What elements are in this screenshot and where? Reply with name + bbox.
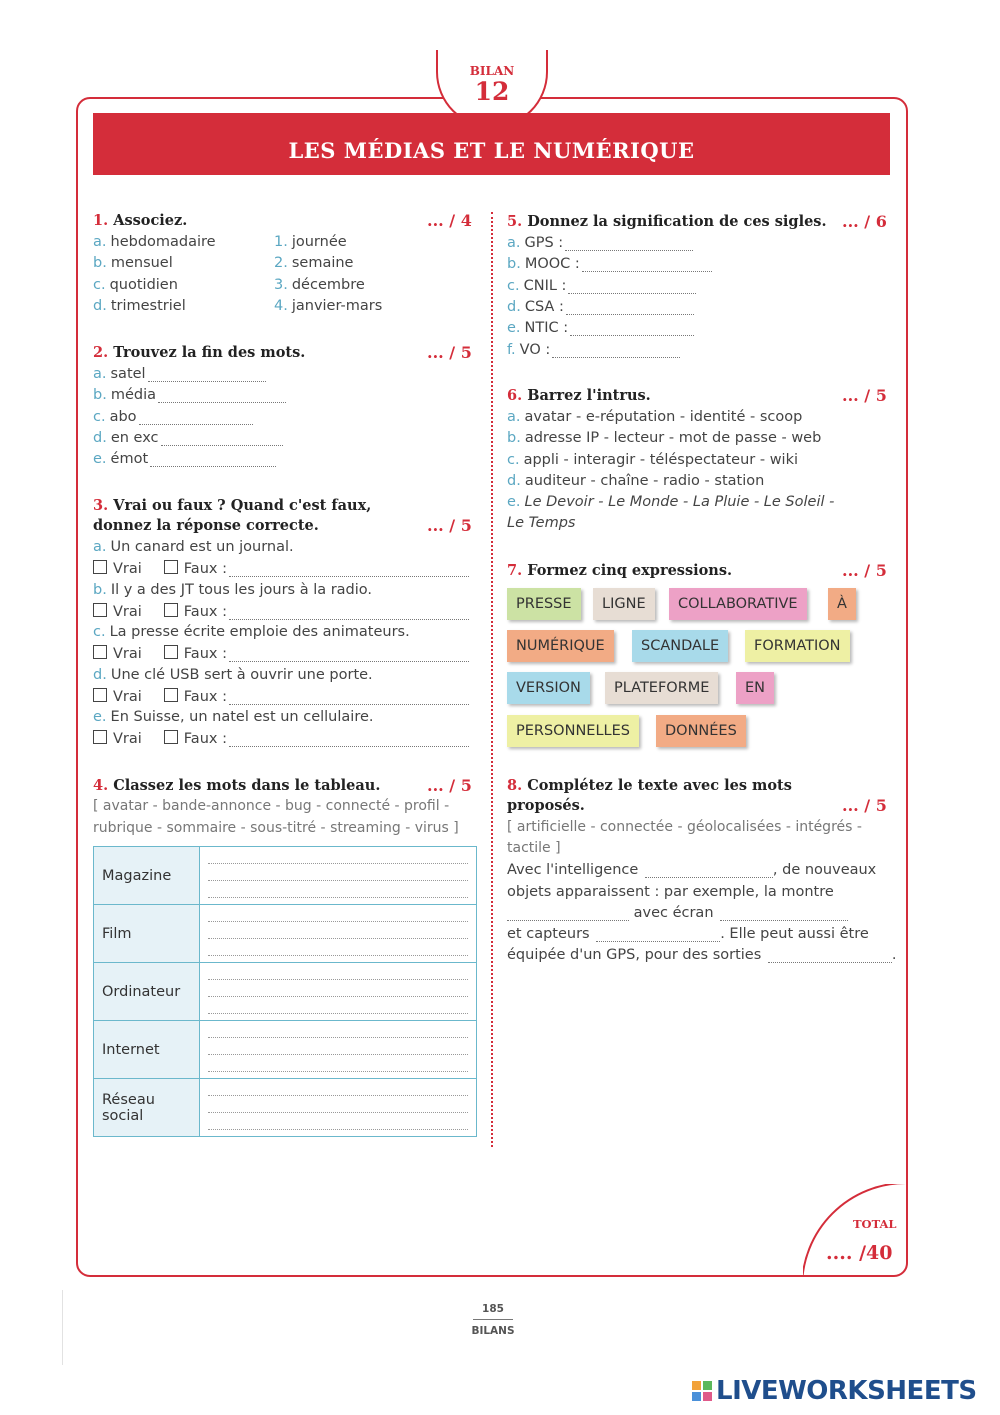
q6-item <box>507 430 821 446</box>
q3-answer-row <box>93 603 469 620</box>
word-tag[interactable]: EN <box>736 672 774 704</box>
vrai-checkbox[interactable] <box>93 688 107 702</box>
q5-item-text: GPS : <box>524 235 564 251</box>
table-row <box>94 963 477 1021</box>
q4-word-list-line1: [ avatar - bande-annonce - bug - connecté - profil - <box>93 798 450 814</box>
faux-label: Faux : <box>183 603 227 620</box>
q5-item-letter: e. <box>507 320 521 337</box>
q3-answer-row <box>93 645 469 662</box>
q5-item-letter: b. <box>507 256 521 273</box>
q1-left-item <box>93 277 178 293</box>
q4-score: ... / 5 <box>427 776 472 795</box>
q5-item-text: VO : <box>519 341 551 358</box>
word-tag[interactable]: PLATEFORME <box>605 672 718 704</box>
row-header: Magazine <box>94 847 200 905</box>
answer-line[interactable] <box>208 911 468 922</box>
q2-score: ... / 5 <box>427 343 472 362</box>
answer-line[interactable] <box>208 870 468 881</box>
q1-left-item-letter: b. <box>93 255 107 272</box>
q3-statement-letter: b. <box>93 581 107 598</box>
table-row <box>94 847 477 905</box>
vrai-label: Vrai <box>113 603 142 620</box>
bilan-number: 12 <box>474 77 510 106</box>
q3-title-line1: 3. Vrai ou faux ? Quand c'est faux, <box>93 497 372 514</box>
q6-item-text: avatar - e-réputation - identité - scoop <box>524 409 803 425</box>
row-header: Réseau social <box>94 1079 200 1137</box>
q3-statement <box>93 582 372 598</box>
q8-text-line2: objets apparaissent : par exemple, la montre <box>507 884 834 900</box>
q6-item-letter: d. <box>507 472 521 489</box>
answer-line[interactable] <box>208 986 468 997</box>
answer-line[interactable] <box>208 1085 468 1096</box>
q2-item-letter: b. <box>93 387 107 404</box>
q2-item <box>93 430 283 446</box>
q4-title: 4. Classez les mots dans le tableau. <box>93 777 381 794</box>
q2-item-answer-line[interactable] <box>139 410 253 425</box>
page-title: LES MÉDIAS ET LE NUMÉRIQUE <box>288 138 695 163</box>
q1-title: 1. Associez. <box>93 212 188 229</box>
q8-blank-3[interactable] <box>720 906 848 921</box>
q1-right-item <box>274 234 347 250</box>
q3-statement-letter: d. <box>93 666 107 683</box>
page-section: BILANS <box>471 1325 515 1337</box>
q8-blank-2[interactable] <box>507 906 629 921</box>
q1-right-item-letter: 4. <box>274 297 288 314</box>
faux-answer-line[interactable] <box>229 647 469 662</box>
q6-item-letter: b. <box>507 430 521 447</box>
q2-item-text: en exc <box>110 429 159 446</box>
q1-right-item <box>274 298 382 314</box>
faux-label: Faux : <box>183 731 227 748</box>
liveworksheets-brand: LIVEWORKSHEETS <box>716 1376 977 1406</box>
q3-answer-row <box>93 688 469 705</box>
q5-item <box>507 342 680 358</box>
q1-left-item-letter: c. <box>93 276 106 293</box>
q5-item-letter: d. <box>507 298 521 315</box>
q3-score: ... / 5 <box>427 516 472 535</box>
q3-statement-text: En Suisse, un natel est un cellulaire. <box>110 709 374 726</box>
q3-statement-letter: c. <box>93 624 106 641</box>
page-edge <box>62 1290 63 1365</box>
q7-score: ... / 5 <box>842 561 887 580</box>
q4-classification-table <box>93 846 477 1137</box>
answer-line[interactable] <box>208 1102 468 1113</box>
q3-title-line2: donnez la réponse correcte. <box>93 517 319 534</box>
vrai-checkbox[interactable] <box>93 603 107 617</box>
vrai-checkbox[interactable] <box>93 560 107 574</box>
q6-item-text: appli - interagir - téléspectateur - wiki <box>523 451 799 468</box>
vrai-label: Vrai <box>113 646 142 663</box>
page-number-rule <box>473 1319 513 1320</box>
word-tag[interactable]: À <box>828 588 856 620</box>
answer-line[interactable] <box>208 1044 468 1055</box>
q3-statement <box>93 624 410 640</box>
word-tag[interactable]: SCANDALE <box>632 630 728 662</box>
q1-left-item-text: quotidien <box>109 276 178 293</box>
q3-statement-text: La presse écrite emploie des animateurs. <box>109 624 410 641</box>
q3-statement <box>93 667 373 683</box>
q8-score: ... / 5 <box>842 796 887 815</box>
vrai-label: Vrai <box>113 731 142 748</box>
q3-statement-letter: a. <box>93 539 107 555</box>
faux-checkbox[interactable] <box>164 688 178 702</box>
q1-right-item-letter: 1. <box>274 234 288 250</box>
vrai-checkbox[interactable] <box>93 645 107 659</box>
q2-item-answer-line[interactable] <box>161 431 283 446</box>
q6-item-letter: a. <box>507 409 521 425</box>
q1-left-item <box>93 255 173 271</box>
q6-item-text: auditeur - chaîne - radio - station <box>524 472 765 489</box>
q2-item <box>93 409 253 425</box>
word-tag[interactable]: LIGNE <box>593 588 655 620</box>
q8-blank-4[interactable] <box>596 927 720 942</box>
q8-blank-5[interactable] <box>768 948 892 963</box>
q5-item <box>507 278 696 294</box>
q1-right-item-letter: 2. <box>274 255 288 272</box>
q5-score: ... / 6 <box>842 212 887 231</box>
faux-label: Faux : <box>183 646 227 663</box>
q1-right-item-text: décembre <box>291 276 365 293</box>
q8-blank-1[interactable] <box>645 863 773 878</box>
word-tag[interactable]: FORMATION <box>745 630 850 662</box>
q2-item-text: abo <box>109 408 137 425</box>
answer-cell[interactable] <box>200 1079 477 1137</box>
word-tag[interactable]: NUMÉRIQUE <box>507 630 614 662</box>
word-tag[interactable]: DONNÉES <box>656 715 746 747</box>
q6-item <box>507 473 764 489</box>
q1-right-item <box>274 277 365 293</box>
q5-item <box>507 299 694 315</box>
column-divider <box>491 212 493 1147</box>
q2-item-text: média <box>110 387 156 404</box>
row-header: Ordinateur <box>94 963 200 1021</box>
q7-title: 7. Formez cinq expressions. <box>507 562 733 579</box>
faux-answer-line[interactable] <box>229 732 469 747</box>
q2-item-letter: d. <box>93 429 107 446</box>
answer-line[interactable] <box>208 928 468 939</box>
q8-title-line2: proposés. <box>507 797 585 814</box>
bilan-label: BILAN <box>469 64 515 78</box>
q8-text-line5: équipée d'un GPS, pour des sorties . <box>507 947 897 963</box>
q5-item-answer-line[interactable] <box>582 257 712 272</box>
faux-answer-line[interactable] <box>229 690 469 705</box>
word-tag[interactable]: VERSION <box>507 672 590 704</box>
word-tag[interactable]: COLLABORATIVE <box>669 588 807 620</box>
faux-answer-line[interactable] <box>229 605 469 620</box>
answer-line[interactable] <box>208 969 468 980</box>
q3-answer-row <box>93 730 469 747</box>
q2-item-letter: c. <box>93 408 106 425</box>
q3-statement-text: Un canard est un journal. <box>110 539 294 555</box>
q6-item-letter: e. <box>507 494 521 511</box>
q3-statement-letter: e. <box>93 709 107 726</box>
q8-word-list-line1: [ artificielle - connectée - géolocalisées - intégrés - <box>507 819 862 835</box>
q1-left-item-text: hebdomadaire <box>110 234 216 250</box>
answer-line[interactable] <box>208 1027 468 1038</box>
q8-text-line4: et capteurs . Elle peut aussi être <box>507 926 869 942</box>
answer-line[interactable] <box>208 887 468 898</box>
total-score: .... /40 <box>826 1242 893 1264</box>
q5-item-text: NTIC : <box>524 320 569 337</box>
q5-item-text: MOOC : <box>524 256 580 273</box>
vrai-label: Vrai <box>113 561 142 577</box>
faux-checkbox[interactable] <box>164 730 178 744</box>
q1-left-item <box>93 298 186 314</box>
answer-line[interactable] <box>208 1119 468 1130</box>
q5-item-answer-line[interactable] <box>568 279 696 294</box>
q1-left-item-text: mensuel <box>110 255 173 272</box>
q3-statement <box>93 539 294 555</box>
q1-right-item-text: semaine <box>291 255 354 272</box>
q1-right-item-text: journée <box>291 234 347 250</box>
table-row <box>94 1021 477 1079</box>
q2-item-answer-line[interactable] <box>148 367 266 382</box>
word-tag[interactable]: PRESSE <box>507 588 581 620</box>
q1-right-item-letter: 3. <box>274 276 288 293</box>
q5-item-answer-line[interactable] <box>570 321 694 336</box>
faux-label: Faux : <box>183 688 227 705</box>
q6-item <box>507 452 798 468</box>
q2-item-answer-line[interactable] <box>158 388 286 403</box>
q6-item-letter: c. <box>507 451 520 468</box>
q6-score: ... / 5 <box>842 386 887 405</box>
q1-right-item-text: janvier-mars <box>291 297 383 314</box>
q5-item-letter: a. <box>507 235 521 251</box>
q2-item-letter: e. <box>93 451 107 468</box>
q8-text-line1: Avec l'intelligence , de nouveaux <box>507 862 877 878</box>
q1-left-item-text: trimestriel <box>110 297 186 314</box>
vrai-checkbox[interactable] <box>93 730 107 744</box>
q1-left-item <box>93 234 216 250</box>
q5-item-answer-line[interactable] <box>552 343 680 358</box>
q1-score: ... / 4 <box>427 211 472 230</box>
q1-right-item <box>274 255 353 271</box>
q2-item-text: satel <box>110 366 146 382</box>
q2-item <box>93 451 276 467</box>
q2-item <box>93 387 286 403</box>
q1-left-item-letter: d. <box>93 297 107 314</box>
faux-checkbox[interactable] <box>164 645 178 659</box>
answer-cell[interactable] <box>200 905 477 963</box>
answer-line[interactable] <box>208 853 468 864</box>
q3-statement-text: Une clé USB sert à ouvrir une porte. <box>110 666 373 683</box>
row-header: Film <box>94 905 200 963</box>
q3-statement-text: Il y a des JT tous les jours à la radio. <box>110 581 373 598</box>
q2-title: 2. Trouvez la fin des mots. <box>93 344 306 361</box>
faux-checkbox[interactable] <box>164 603 178 617</box>
q5-title: 5. Donnez la signification de ces sigles. <box>507 213 827 230</box>
q8-word-list-line2: tactile ] <box>507 840 561 856</box>
q6-item-text: Le Devoir - Le Monde - La Pluie - Le Soleil - <box>524 494 835 511</box>
q2-item-text: émot <box>110 451 149 468</box>
q4-word-list-line2: rubrique - sommaire - sous-titré - streaming - virus ] <box>93 820 459 836</box>
total-label: TOTAL <box>853 1217 897 1231</box>
q3-statement <box>93 709 374 725</box>
q6-title: 6. Barrez l'intrus. <box>507 387 651 404</box>
row-header: Internet <box>94 1021 200 1079</box>
answer-cell[interactable] <box>200 847 477 905</box>
q6-item <box>507 409 802 425</box>
table-row <box>94 1079 477 1137</box>
q6-item-e-continued: Le Temps <box>507 515 576 531</box>
q5-item <box>507 235 693 251</box>
q8-text-line3: avec écran <box>507 905 848 921</box>
q2-item <box>93 366 266 382</box>
word-tag[interactable]: PERSONNELLES <box>507 715 639 747</box>
page-number: 185 <box>482 1303 504 1315</box>
q5-item-answer-line[interactable] <box>566 300 694 315</box>
answer-cell[interactable] <box>200 963 477 1021</box>
q5-item <box>507 320 694 336</box>
q2-item-answer-line[interactable] <box>150 452 276 467</box>
q3-answer-row <box>93 560 469 577</box>
q5-item <box>507 256 712 272</box>
answer-line[interactable] <box>208 945 468 956</box>
answer-line[interactable] <box>208 1061 468 1072</box>
answer-line[interactable] <box>208 1003 468 1014</box>
table-row <box>94 905 477 963</box>
q8-title-line1: 8. Complétez le texte avec les mots <box>507 777 792 794</box>
answer-cell[interactable] <box>200 1021 477 1079</box>
liveworksheets-logo-icon <box>692 1381 712 1401</box>
q1-left-item-letter: a. <box>93 234 107 250</box>
q5-item-letter: f. <box>507 341 516 358</box>
q5-item-text: CSA : <box>524 298 564 315</box>
q5-item-letter: c. <box>507 277 520 294</box>
q5-item-text: CNIL : <box>523 277 567 294</box>
faux-label: Faux : <box>183 561 227 577</box>
q6-item <box>507 494 834 510</box>
q5-item-answer-line[interactable] <box>565 236 693 251</box>
vrai-label: Vrai <box>113 688 142 705</box>
q6-item-text: adresse IP - lecteur - mot de passe - web <box>524 430 822 447</box>
faux-checkbox[interactable] <box>164 560 178 574</box>
faux-answer-line[interactable] <box>229 562 469 577</box>
q2-item-letter: a. <box>93 366 107 382</box>
